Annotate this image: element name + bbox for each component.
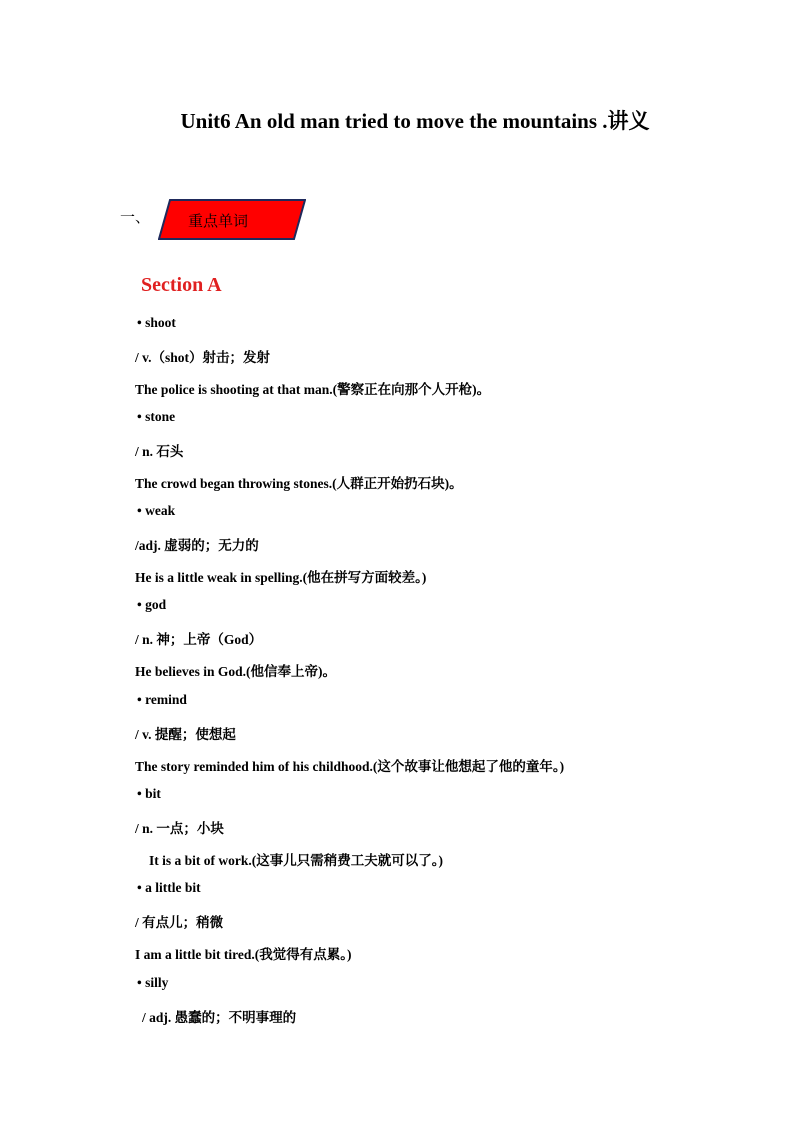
example-shoot: The police is shooting at that man.(警察正在向那个人开枪)。 — [135, 382, 491, 397]
example-weak: He is a little weak in spelling.(他在拼写方面较差。) — [135, 570, 427, 585]
word-weak: • weak — [137, 503, 176, 518]
definition-shoot: / v.（shot）射击；发射 — [135, 350, 271, 365]
word-silly: • silly — [137, 975, 169, 990]
word-remind: • remind — [137, 692, 187, 707]
word-bit: • bit — [137, 786, 161, 801]
section-number: 一、 — [120, 208, 151, 226]
word-god: • god — [137, 597, 167, 612]
definition-remind: / v. 提醒；使想起 — [135, 727, 236, 742]
document-title: Unit6 An old man tried to move the mountains .讲义 — [180, 109, 650, 133]
example-stone: The crowd began throwing stones.(人群正开始扔石块)。 — [135, 476, 463, 491]
word-a-little-bit: • a little bit — [137, 880, 201, 895]
word-shoot: • shoot — [137, 315, 176, 330]
section-banner — [158, 199, 306, 240]
definition-god: / n. 神；上帝（God） — [135, 632, 263, 647]
definition-silly: / adj. 愚蠢的；不明事理的 — [142, 1010, 297, 1025]
example-bit: It is a bit of work.(这事儿只需稍费工夫就可以了。) — [149, 853, 443, 868]
definition-a-little-bit: / 有点儿；稍微 — [135, 915, 224, 930]
definition-stone: / n. 石头 — [135, 444, 184, 459]
definition-weak: /adj. 虚弱的；无力的 — [135, 538, 259, 553]
banner-label: 重点单词 — [188, 212, 249, 230]
section-heading: Section A — [141, 274, 222, 296]
definition-bit: / n. 一点；小块 — [135, 821, 224, 836]
example-a-little-bit: I am a little bit tired.(我觉得有点累。) — [135, 947, 352, 962]
example-remind: The story reminded him of his childhood.(这个故事让他想起了他的童年。) — [135, 759, 565, 774]
word-stone: • stone — [137, 409, 176, 424]
example-god: He believes in God.(他信奉上帝)。 — [135, 664, 336, 679]
